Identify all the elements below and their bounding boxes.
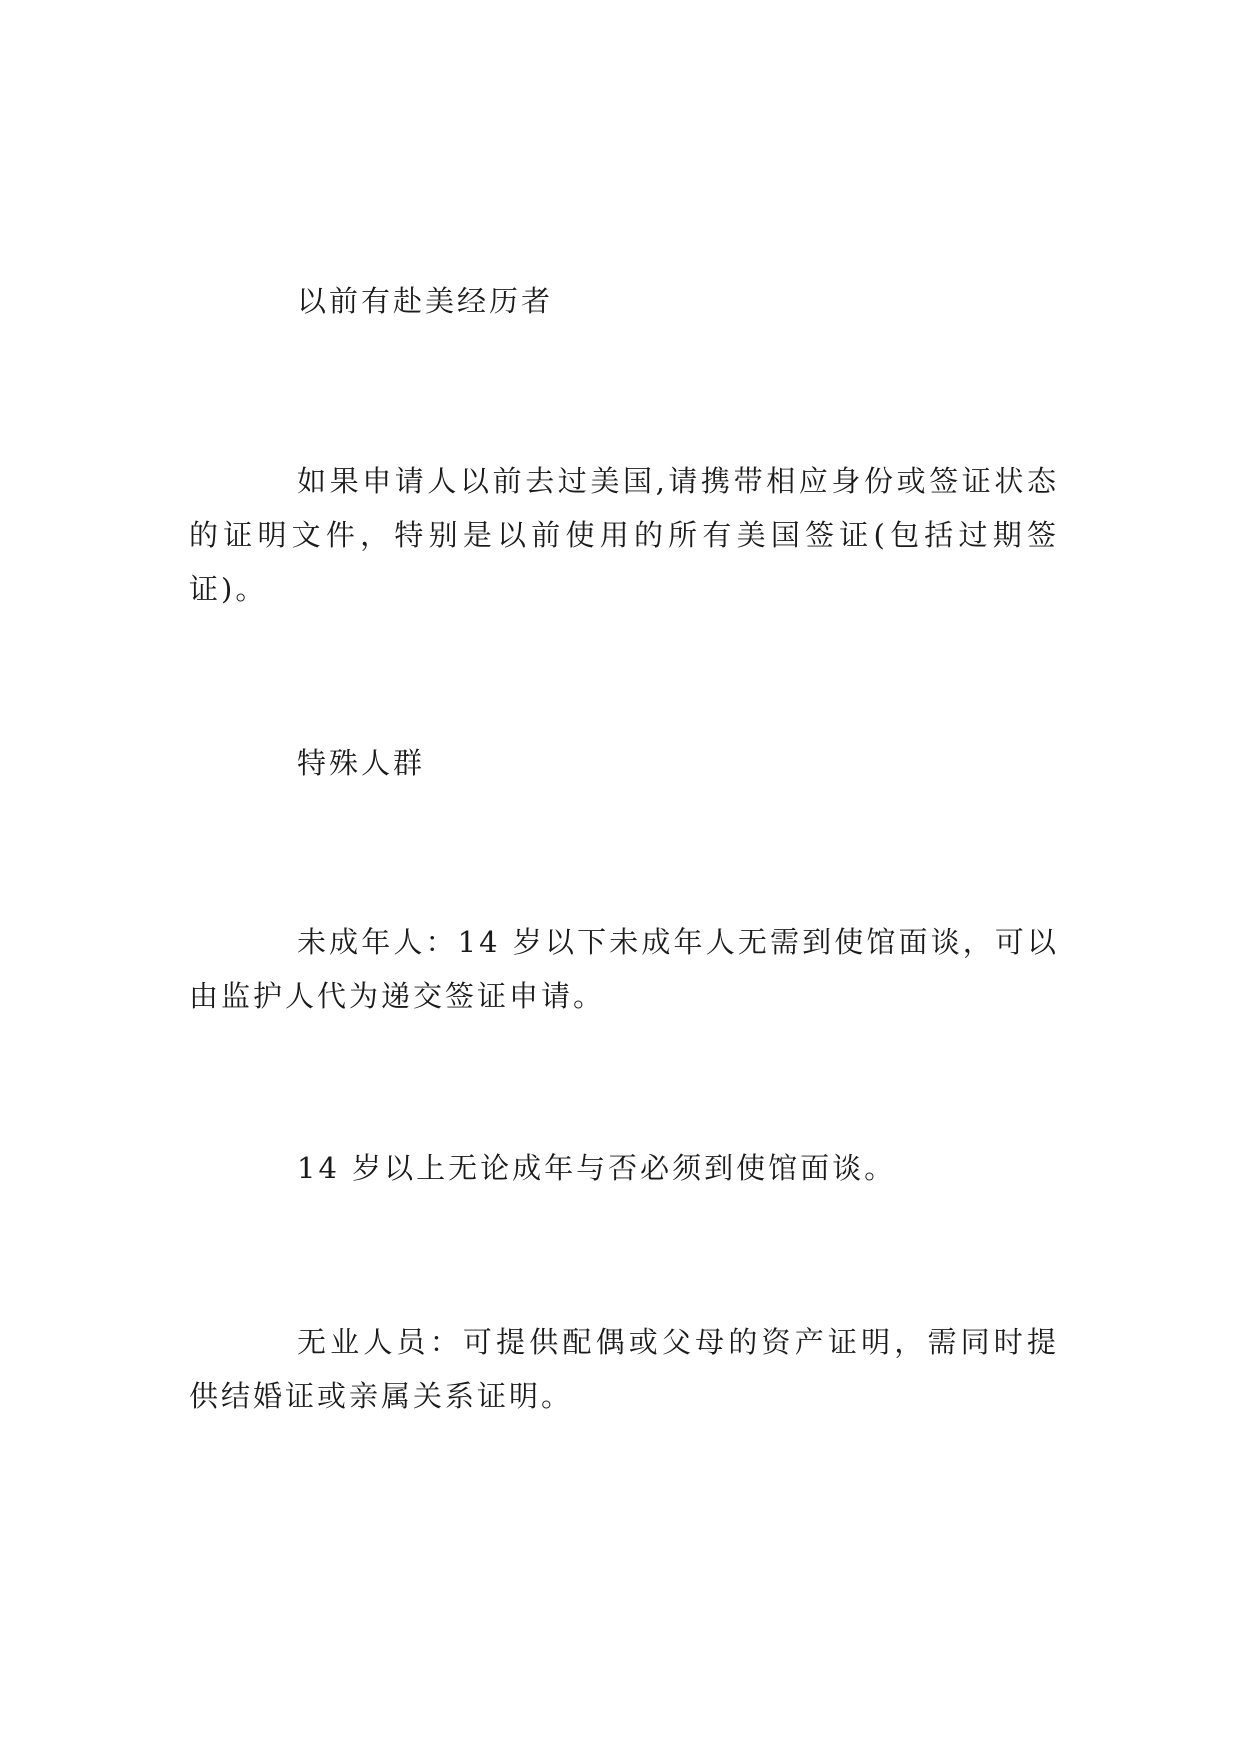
paragraph-prior-travel-documents: 如果申请人以前去过美国,请携带相应身份或签证状态的证明文件，特别是以前使用的所有美国签证(包括过期签证)。 (189, 464, 1059, 606)
section-heading-special-groups: 特殊人群 (297, 746, 426, 780)
section-heading-prior-us-travel: 以前有赴美经历者 (297, 284, 554, 318)
paragraph-unemployed: 无业人员：可提供配偶或父母的资产证明，需同时提供结婚证或亲属关系证明。 (189, 1325, 1059, 1413)
paragraph-over-14: 14 岁以上无论成年与否必须到使馆面谈。 (297, 1151, 897, 1185)
paragraph-minors: 未成年人：14 岁以下未成年人无需到使馆面谈，可以由监护人代为递交签证申请。 (189, 925, 1059, 1013)
